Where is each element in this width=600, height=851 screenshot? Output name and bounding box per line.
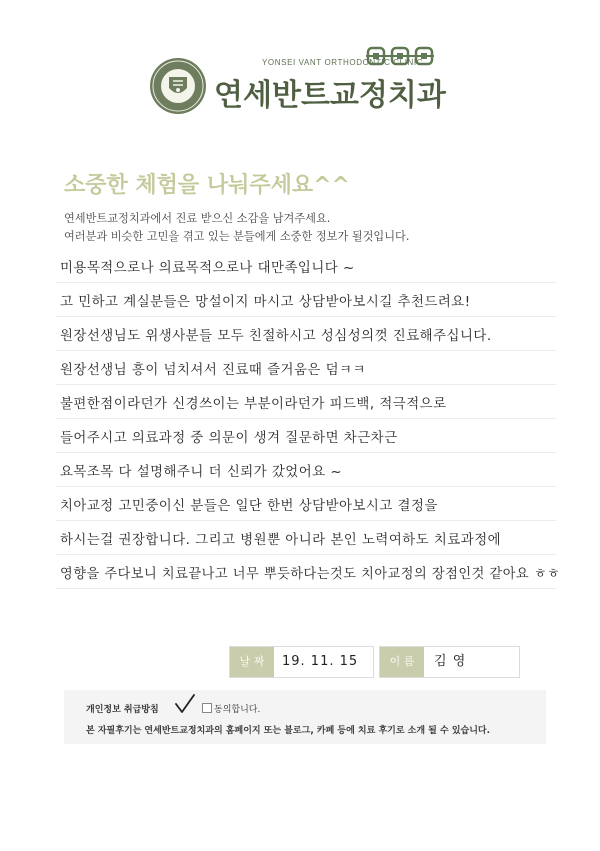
handwritten-text: 원장선생님 흥이 넘치셔서 진료때 즐거움은 덤ㅋㅋ bbox=[60, 363, 366, 378]
handwritten-line bbox=[56, 486, 556, 521]
clinic-name-ko: 연세반트교정치과 bbox=[214, 78, 446, 113]
handwritten-line bbox=[56, 316, 556, 351]
privacy-consent-box bbox=[64, 690, 546, 744]
handwritten-line bbox=[56, 282, 556, 317]
handwritten-line bbox=[56, 520, 556, 555]
privacy-policy-label: 개인정보 취급방침 bbox=[86, 705, 159, 715]
handwritten-line bbox=[56, 418, 556, 453]
consent-note: 본 자필후기는 연세반트교정치과의 홈페이지 또는 블로그, 카페 등에 치료 후기로 소개 될 수 있습니다. bbox=[86, 726, 491, 736]
date-label: 날 짜 bbox=[230, 647, 274, 677]
name-label: 이 름 bbox=[380, 647, 424, 677]
name-field bbox=[379, 646, 520, 678]
date-value: 19. 11. 15 bbox=[282, 654, 359, 669]
handwritten-text: 고 민하고 계실분들은 망설이지 마시고 상담받아보시길 추천드려요! bbox=[60, 295, 471, 310]
handwritten-text: 원장선생님도 위생사분들 모두 친절하시고 성심성의껏 진료해주십니다. bbox=[60, 329, 492, 344]
intro-line: 연세반트교정치과에서 진료 받으신 소감을 남겨주세요. bbox=[64, 212, 331, 225]
handwritten-line bbox=[56, 452, 556, 487]
handwritten-text: 들어주시고 의료과정 중 의문이 생겨 질문하면 차근차근 bbox=[60, 431, 398, 446]
handwritten-text: 요목조목 다 설명해주니 더 신뢰가 갔었어요 ~ bbox=[60, 465, 343, 480]
handwritten-line bbox=[56, 384, 556, 419]
form-title: 소중한 체험을 나눠주세요^^ bbox=[64, 173, 350, 198]
handwritten-line bbox=[56, 554, 561, 589]
handwritten-line bbox=[56, 248, 556, 283]
handwritten-text: 불편한점이라던가 신경쓰이는 부분이라던가 피드백, 적극적으로 bbox=[60, 397, 447, 412]
consent-agree-text: 동의합니다. bbox=[214, 705, 261, 715]
date-field bbox=[229, 646, 374, 678]
handwritten-text: 하시는걸 권장합니다. 그리고 병원뿐 아니라 본인 노력여하도 치료과정에 bbox=[60, 533, 502, 548]
handwritten-check-icon bbox=[174, 694, 196, 716]
form-intro bbox=[64, 210, 544, 246]
name-value: 김 영 bbox=[434, 654, 467, 669]
handwritten-text: 영향을 주다보니 치료끝나고 너무 뿌듯하다는것도 치아교정의 장점인것 같아요 ㅎㅎ bbox=[60, 567, 561, 582]
handwritten-text: 치아교정 고민중이신 분들은 일단 한번 상담받아보시고 결정을 bbox=[60, 499, 438, 514]
university-seal-icon bbox=[149, 57, 207, 115]
clinic-name-en: YONSEI VANT ORTHODONTIC CLINIC bbox=[262, 58, 424, 67]
handwritten-text: 미용목적으로나 의료목적으로나 대만족입니다 ~ bbox=[60, 261, 355, 276]
consent-checkbox[interactable] bbox=[202, 703, 212, 713]
handwritten-line bbox=[56, 350, 556, 385]
intro-line: 여러분과 비슷한 고민을 겪고 있는 분들에게 소중한 정보가 될것입니다. bbox=[64, 230, 410, 243]
